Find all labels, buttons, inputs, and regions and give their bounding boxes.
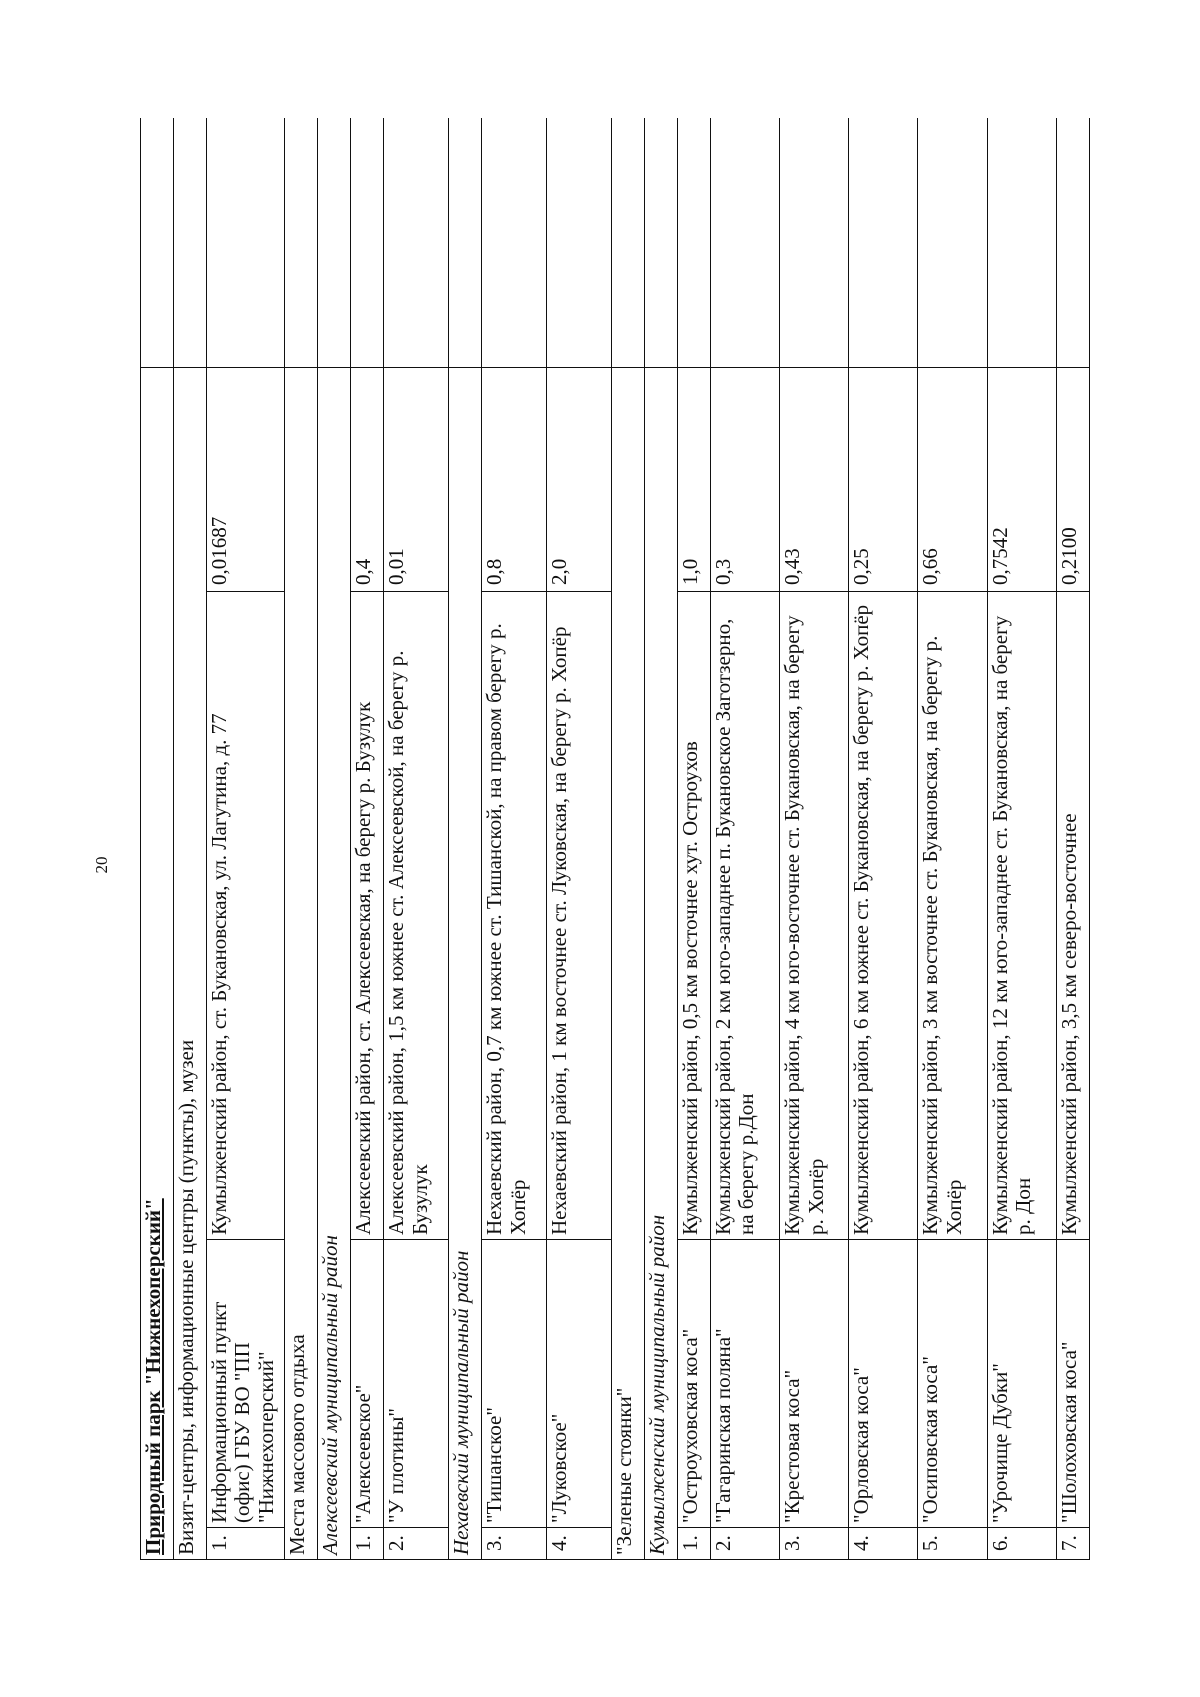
row-number: 4. — [849, 1528, 918, 1560]
place-location: Кумылженский район, 2 км юго-западнее п. Букановское Заготзерно, на берегу р.Дон — [710, 592, 779, 1240]
place-name: "Крестовая коса" — [780, 1240, 849, 1528]
empty-cell — [918, 118, 987, 368]
place-location: Алексеевский район, ст. Алексеевская, на берегу р. Бузулук — [351, 592, 384, 1240]
area-value: 1,0 — [677, 368, 710, 592]
empty-cell — [1056, 118, 1089, 368]
area-value: 0,01687 — [206, 368, 284, 592]
table-row — [547, 118, 612, 1560]
place-name: "Орловская коса" — [849, 1240, 918, 1528]
row-number: 3. — [780, 1528, 849, 1560]
table-row — [1056, 118, 1089, 1560]
table-row — [710, 118, 779, 1560]
area-value: 0,2100 — [1056, 368, 1089, 592]
area-value: 0,8 — [482, 368, 547, 592]
place-location: Кумылженский район, 0,5 км восточнее хут. Остроухов — [677, 592, 710, 1240]
place-location: Алексеевский район, 1,5 км южнее ст. Алексеевской, на берегу р. Бузулук — [384, 592, 449, 1240]
empty-cell — [384, 118, 449, 368]
table-row — [482, 118, 547, 1560]
table-row — [780, 118, 849, 1560]
subsection-kumylzhensky: Кумылженский муниципальный район — [644, 368, 677, 1560]
place-location: Нехаевский район, 0,7 км южнее ст. Тишанской, на правом берегу р. Хопёр — [482, 592, 547, 1240]
empty-cell — [849, 118, 918, 368]
row-number: 2. — [710, 1528, 779, 1560]
subsection-alekseevsky: Алексеевский муниципальный район — [318, 368, 351, 1560]
park-title-text: Природный парк "Нижнехоперский" — [141, 1198, 165, 1555]
row-number: 6. — [987, 1528, 1056, 1560]
area-value: 0,3 — [710, 368, 779, 592]
section-green-stops: "Зеленые стоянки" — [611, 368, 644, 1560]
place-name: "Остроуховская коса" — [677, 1240, 710, 1528]
empty-cell — [710, 118, 779, 368]
subsection-nekhaevsky: Нехаевский муниципальный район — [449, 368, 482, 1560]
section-row — [173, 118, 206, 1560]
place-location: Кумылженский район, 3 км восточнее ст. Букановская, на берегу р. Хопёр — [918, 592, 987, 1240]
place-name: "Урочище Дубки" — [987, 1240, 1056, 1528]
place-location: Кумылженский район, 12 км юго-западнее ст. Букановская, на берегу р. Дон — [987, 592, 1056, 1240]
row-number: 1. — [206, 1528, 284, 1560]
place-name: "Осиповская коса" — [918, 1240, 987, 1528]
table-frame — [140, 118, 1090, 1560]
area-value: 0,43 — [780, 368, 849, 592]
place-name: Информационный пункт (офис) ГБУ ВО "ПП "Нижнехоперский" — [206, 1240, 284, 1528]
title-row — [141, 118, 174, 1560]
place-location: Кумылженский район, 6 км южнее ст. Букановская, на берегу р. Хопёр — [849, 592, 918, 1240]
row-number: 4. — [547, 1528, 612, 1560]
empty-cell — [987, 118, 1056, 368]
table-row — [206, 118, 284, 1560]
place-location: Кумылженский район, 3,5 км северо-восточнее — [1056, 592, 1089, 1240]
subsection-row — [449, 118, 482, 1560]
empty-cell — [677, 118, 710, 368]
empty-cell — [611, 118, 644, 368]
area-value: 0,25 — [849, 368, 918, 592]
row-number: 1. — [351, 1528, 384, 1560]
subsection-row — [644, 118, 677, 1560]
place-name: "Гагаринская поляна" — [710, 1240, 779, 1528]
empty-cell — [780, 118, 849, 368]
place-name: "Алексеевское" — [351, 1240, 384, 1528]
place-location: Нехаевский район, 1 км восточнее ст. Луковская, на берегу р. Хопёр — [547, 592, 612, 1240]
empty-cell — [318, 118, 351, 368]
section-visit-centers: Визит-центры, информационные центры (пункты), музеи — [173, 368, 206, 1560]
empty-cell — [351, 118, 384, 368]
table-row — [677, 118, 710, 1560]
section-mass-rest: Места массового отдыха — [285, 368, 318, 1560]
row-number: 3. — [482, 1528, 547, 1560]
rotated-table-container — [140, 118, 1090, 1560]
section-row — [285, 118, 318, 1560]
area-value: 0,7542 — [987, 368, 1056, 592]
empty-cell — [141, 118, 174, 368]
row-number: 7. — [1056, 1528, 1089, 1560]
row-number: 1. — [677, 1528, 710, 1560]
place-name: "Шолоховская коса" — [1056, 1240, 1089, 1528]
table-row — [918, 118, 987, 1560]
park-title — [141, 368, 174, 1560]
empty-cell — [285, 118, 318, 368]
empty-cell — [547, 118, 612, 368]
area-value: 0,4 — [351, 368, 384, 592]
empty-cell — [482, 118, 547, 368]
area-value: 0,66 — [918, 368, 987, 592]
empty-cell — [449, 118, 482, 368]
place-location: Кумылженский район, ст. Букановская, ул. Лагутина, д. 77 — [206, 592, 284, 1240]
subsection-row — [318, 118, 351, 1560]
area-value: 0,01 — [384, 368, 449, 592]
empty-cell — [206, 118, 284, 368]
table-row — [849, 118, 918, 1560]
place-name: "Луковское" — [547, 1240, 612, 1528]
table-row — [987, 118, 1056, 1560]
empty-cell — [173, 118, 206, 368]
parks-table — [140, 118, 1090, 1560]
empty-cell — [644, 118, 677, 368]
row-number: 5. — [918, 1528, 987, 1560]
table-row — [384, 118, 449, 1560]
area-value: 2,0 — [547, 368, 612, 592]
page-number: 20 — [92, 856, 111, 874]
place-name: "Тишанское" — [482, 1240, 547, 1528]
table-row — [351, 118, 384, 1560]
section-row — [611, 118, 644, 1560]
place-name: "У плотины" — [384, 1240, 449, 1528]
place-location: Кумылженский район, 4 км юго-восточнее ст. Букановская, на берегу р. Хопёр — [780, 592, 849, 1240]
row-number: 2. — [384, 1528, 449, 1560]
